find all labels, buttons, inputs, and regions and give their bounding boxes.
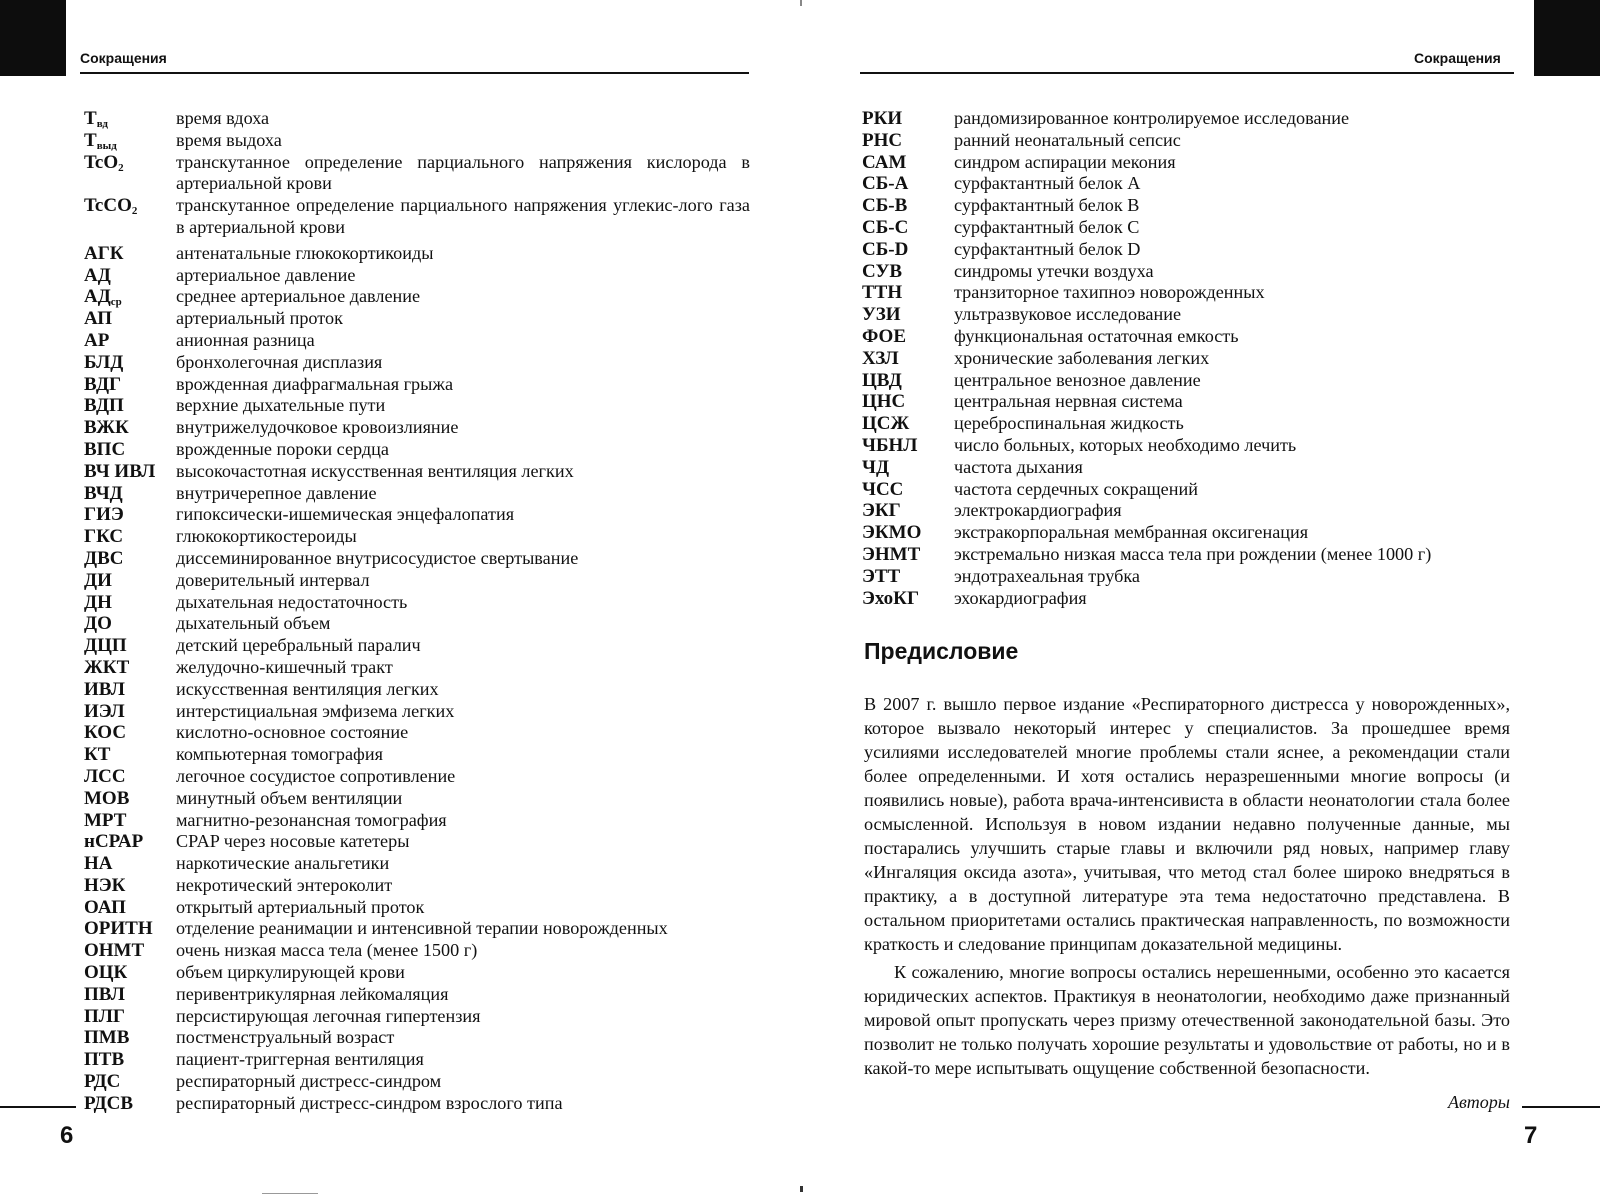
abbreviation-definition: число больных, которых необходимо лечить — [954, 434, 1297, 455]
abbreviation-term: ПТВ — [84, 1049, 125, 1071]
abbreviation-term: ЧД — [862, 456, 890, 478]
abbreviation-term: ЛСС — [84, 765, 126, 787]
abbreviation-row — [84, 330, 750, 352]
abbreviation-row — [84, 918, 750, 940]
abbreviation-term: $Т_{вд}$ — [84, 108, 108, 130]
abbreviation-definition: верхние дыхательные пути — [176, 395, 386, 416]
abbreviation-definition: глюкокортикостероиды — [176, 526, 357, 547]
abbreviation-term: АД — [84, 264, 111, 286]
abbreviation-definition: открытый артериальный проток — [176, 896, 425, 917]
abbreviation-definition: синдромы утечки воздуха — [954, 260, 1154, 281]
abbreviation-term: СУВ — [862, 260, 903, 282]
abbreviation-row — [862, 326, 1512, 348]
abbreviation-definition: компьютерная томография — [176, 744, 383, 765]
abbreviation-row — [84, 831, 750, 853]
abbreviation-row — [862, 544, 1512, 566]
abbreviation-row — [84, 722, 750, 744]
abbreviation-term: ЭКГ — [862, 500, 901, 522]
abbreviation-definition: интерстициальная эмфизема легких — [176, 700, 455, 721]
abbreviation-row — [84, 286, 750, 308]
abbreviation-row — [862, 130, 1512, 152]
abbreviation-row — [84, 592, 750, 614]
abbreviation-definition: эхокардиография — [954, 587, 1087, 608]
abbreviation-row — [862, 304, 1512, 326]
abbreviation-term: РКИ — [862, 108, 903, 129]
abbreviation-row — [84, 243, 750, 265]
abbreviation-row — [84, 417, 750, 439]
abbreviation-row — [862, 261, 1512, 283]
abbreviation-row — [84, 875, 750, 897]
abbreviation-term: нСРАР — [84, 831, 144, 853]
abbreviation-term: ТТН — [862, 282, 903, 304]
abbreviation-row — [84, 897, 750, 919]
abbreviation-row — [84, 108, 750, 130]
abbreviation-row — [862, 588, 1512, 610]
abbreviation-row — [84, 788, 750, 810]
abbreviation-term: ВДГ — [84, 373, 122, 395]
abbreviation-term: ЭНМТ — [862, 543, 921, 565]
abbreviation-definition: экстракорпоральная мембранная оксигенация — [954, 522, 1309, 543]
abbreviation-row — [84, 853, 750, 875]
abbreviation-definition: электрокардиография — [954, 500, 1122, 521]
abbreviation-row — [84, 679, 750, 701]
abbreviation-definition: транскутанное определение парциального напряжения углекис-лого газа в артериальной крови — [176, 195, 750, 237]
abbreviation-definition: время выдоха — [176, 129, 282, 150]
abbreviation-term: ОЦК — [84, 962, 128, 984]
preface-title: Предисловие — [864, 638, 1019, 664]
abbreviation-row — [84, 352, 750, 374]
abbreviation-term: ГКС — [84, 526, 124, 548]
abbreviation-row — [84, 962, 750, 984]
abbreviation-row — [84, 195, 750, 239]
abbreviation-row — [84, 308, 750, 330]
abbreviation-row — [862, 500, 1512, 522]
abbreviation-row — [84, 483, 750, 505]
abbreviation-term: САМ — [862, 151, 907, 173]
abbreviation-term: НЭК — [84, 874, 126, 896]
abbreviation-definition: некротический энтероколит — [176, 874, 393, 895]
abbreviation-row — [84, 635, 750, 657]
abbreviation-term: ЭКМО — [862, 522, 922, 544]
abbreviation-definition: дыхательная недостаточность — [176, 591, 408, 612]
abbreviation-definition: ультразвуковое исследование — [954, 304, 1182, 325]
abbreviation-term: СБ-С — [862, 216, 909, 238]
abbreviation-term: ЦВД — [862, 369, 902, 391]
abbreviation-term: ВЧ ИВЛ — [84, 460, 156, 482]
abbreviation-term: АП — [84, 308, 113, 330]
abbreviation-definition: дыхательный объем — [176, 613, 331, 634]
gutter-mark-bottom — [800, 1186, 803, 1192]
abbreviation-term: ЦСЖ — [862, 413, 910, 435]
left-header-rule — [80, 72, 749, 74]
abbreviation-definition: респираторный дистресс-синдром взрослого типа — [176, 1092, 563, 1113]
abbreviation-term: ВЖК — [84, 417, 129, 439]
abbreviation-row — [84, 374, 750, 396]
abbreviation-row — [84, 766, 750, 788]
abbreviation-term: УЗИ — [862, 304, 901, 326]
abbreviation-term: ОНМТ — [84, 940, 145, 962]
abbreviation-row — [862, 391, 1512, 413]
abbreviation-term: ПМВ — [84, 1027, 130, 1049]
preface-paragraph-1: В 2007 г. вышло первое издание «Респираторного дистресса у новорожденных», которое вызвало некоторый интерес у специалистов. За прошедшее время усилиями исследователей многие проблемы стали яснее, а рекомендации стали более определенными. И хотя остались неразрешенными многие вопросы (и появились новые), работа врача-интенсивиста в области неонатологии стала более осмысленной. Используя в новом издании недавно полученные данные, мы постарались улучшить старые главы и включили ряд новых, например главу «Ингаляция оксида азота», учитывая, что метод стал более широко внедряться в практику, а в доступной литературе эта тема недостаточно представлена. В остальном приоритетами остались практическая направленность, по возможности краткость и следование принципам доказательной медицины. — [864, 694, 1510, 954]
abbreviation-row — [84, 1071, 750, 1093]
abbreviation-definition: респираторный дистресс-синдром — [176, 1071, 442, 1092]
abbreviation-term: ДЦП — [84, 635, 127, 657]
abbreviation-term: ЭхоКГ — [862, 587, 920, 609]
abbreviation-term: СБ-D — [862, 238, 909, 260]
abbreviation-term: ДИ — [84, 569, 112, 591]
abbreviation-term: СБ-А — [862, 173, 909, 195]
abbreviation-row — [862, 522, 1512, 544]
abbreviation-definition: очень низкая масса тела (менее 1500 г) — [176, 940, 478, 961]
abbreviation-row — [862, 348, 1512, 370]
abbreviation-row — [84, 810, 750, 832]
abbreviation-definition: внутричерепное давление — [176, 482, 377, 503]
abbreviation-definition: гипоксически-ишемическая энцефалопатия — [176, 504, 515, 525]
abbreviation-definition: частота сердечных сокращений — [954, 478, 1198, 499]
abbreviation-definition: экстремально низкая масса тела при рождении (менее 1000 г) — [954, 543, 1432, 564]
left-thumb-tab — [0, 0, 66, 76]
abbreviation-row — [84, 657, 750, 679]
abbreviation-term: НА — [84, 853, 113, 875]
right-header-rule — [860, 72, 1514, 74]
abbreviation-definition: диссеминированное внутрисосудистое свертывание — [176, 547, 579, 568]
abbreviation-row — [84, 1093, 750, 1115]
left-abbreviation-list — [84, 108, 750, 1115]
abbreviation-row — [862, 152, 1512, 174]
abbreviation-term: ЭТТ — [862, 565, 901, 587]
abbreviation-term: $АД_{ср}$ — [84, 286, 122, 309]
abbreviation-term: ИВЛ — [84, 678, 125, 700]
abbreviation-term: ИЭЛ — [84, 700, 125, 722]
abbreviation-term: РДСВ — [84, 1092, 134, 1114]
abbreviation-row — [84, 461, 750, 483]
abbreviation-definition: цереброспинальная жидкость — [954, 413, 1184, 434]
abbreviation-row — [84, 1006, 750, 1028]
abbreviation-term: ДН — [84, 591, 112, 613]
abbreviation-row — [84, 940, 750, 962]
abbreviation-row — [84, 570, 750, 592]
left-page-number: 6 — [60, 1122, 74, 1149]
abbreviation-definition: перивентрикулярная лейкомаляция — [176, 983, 449, 1004]
abbreviation-definition: внутрижелудочковое кровоизлияние — [176, 417, 459, 438]
right-page-number: 7 — [1524, 1122, 1538, 1149]
abbreviation-term: ВДП — [84, 395, 124, 417]
left-footer-rule — [0, 1106, 76, 1108]
abbreviation-term: КТ — [84, 744, 111, 766]
abbreviation-definition: отделение реанимации и интенсивной терапии новорожденных — [176, 918, 668, 939]
abbreviation-term: БЛД — [84, 351, 124, 373]
abbreviation-row — [862, 413, 1512, 435]
abbreviation-definition: центральная нервная система — [954, 391, 1183, 412]
abbreviation-row — [84, 265, 750, 287]
abbreviation-term: ЧСС — [862, 478, 904, 500]
abbreviation-definition: сурфактантный белок В — [954, 195, 1140, 216]
abbreviation-term: ПЛГ — [84, 1005, 126, 1027]
abbreviation-definition: персистирующая легочная гипертензия — [176, 1005, 481, 1026]
abbreviation-definition: кислотно-основное состояние — [176, 722, 409, 743]
abbreviation-term: РНС — [862, 129, 903, 151]
abbreviation-row — [84, 395, 750, 417]
abbreviation-term: ОРИТН — [84, 918, 153, 940]
abbreviation-term: ЖКТ — [84, 656, 130, 678]
abbreviation-term: МРТ — [84, 809, 127, 831]
abbreviation-definition: среднее артериальное давление — [176, 286, 421, 307]
abbreviation-term: ВПС — [84, 438, 126, 460]
abbreviation-definition: пациент-триггерная вентиляция — [176, 1049, 424, 1070]
abbreviation-definition: наркотические анальгетики — [176, 853, 390, 874]
abbreviation-definition: сурфактантный белок С — [954, 216, 1140, 237]
abbreviation-term: АР — [84, 329, 110, 351]
right-running-title: Сокращения — [1414, 50, 1501, 66]
abbreviation-definition: детский церебральный паралич — [176, 635, 421, 656]
abbreviation-definition: артериальный проток — [176, 308, 343, 329]
abbreviation-row — [84, 526, 750, 548]
abbreviation-term: $Т_{выд}$ — [84, 129, 117, 152]
abbreviation-definition: анионная разница — [176, 329, 315, 350]
abbreviation-term: КОС — [84, 722, 127, 744]
abbreviation-definition: частота дыхания — [954, 456, 1083, 477]
abbreviation-row — [862, 457, 1512, 479]
abbreviation-definition: синдром аспирации мекония — [954, 151, 1176, 172]
preface-signature: Авторы — [1448, 1092, 1510, 1112]
abbreviation-row — [84, 548, 750, 570]
abbreviation-term: АГК — [84, 242, 124, 264]
abbreviation-definition: время вдоха — [176, 108, 270, 128]
abbreviation-row — [862, 370, 1512, 392]
abbreviation-row — [84, 152, 750, 196]
bottom-scan-line — [262, 1193, 318, 1194]
abbreviation-row — [862, 435, 1512, 457]
abbreviation-term: СБ-В — [862, 195, 908, 217]
abbreviation-definition: функциональная остаточная емкость — [954, 325, 1239, 346]
abbreviation-row — [84, 701, 750, 723]
abbreviation-row — [84, 504, 750, 526]
abbreviation-definition: транскутанное определение парциального напряжения кислорода в артериальной крови — [176, 151, 750, 194]
abbreviation-term: ЧБНЛ — [862, 434, 918, 456]
abbreviation-term: ОАП — [84, 896, 126, 918]
abbreviation-row — [84, 984, 750, 1006]
abbreviation-row — [84, 613, 750, 635]
abbreviation-definition: артериальное давление — [176, 264, 356, 285]
left-running-title: Сокращения — [80, 50, 167, 66]
abbreviation-row — [84, 744, 750, 766]
abbreviation-row — [862, 195, 1512, 217]
preface-body — [864, 692, 1510, 1080]
right-footer-rule — [1522, 1106, 1600, 1108]
abbreviation-row — [862, 479, 1512, 501]
abbreviation-definition: врожденные пороки сердца — [176, 438, 389, 459]
abbreviation-term: TcCO$_2$ — [84, 195, 138, 218]
abbreviation-term: ПВЛ — [84, 983, 125, 1005]
right-thumb-tab — [1534, 0, 1600, 76]
abbreviation-definition: рандомизированное контролируемое исследование — [954, 108, 1350, 128]
abbreviation-definition: минутный объем вентиляции — [176, 787, 403, 808]
abbreviation-row — [862, 217, 1512, 239]
gutter-mark-top — [800, 0, 802, 6]
abbreviation-definition: бронхолегочная дисплазия — [176, 351, 383, 372]
abbreviation-definition: искусственная вентиляция легких — [176, 678, 439, 699]
preface-paragraph-2: К сожалению, многие вопросы остались нерешенными, особенно это касается юридических аспектов. Практикуя в неонатологии, необходимо даже признанный мировой опыт пропускать через призму отечественной законодательной базы. Это позволит не только получать хорошие результаты и удовольствие от работы, но и в какой-то мере испытывать ощущение собственной безопасности. — [864, 962, 1510, 1078]
abbreviation-definition: желудочно-кишечный тракт — [176, 656, 393, 677]
abbreviation-definition: легочное сосудистое сопротивление — [176, 765, 456, 786]
abbreviation-definition: ранний неонатальный сепсис — [954, 129, 1181, 150]
abbreviation-row — [862, 239, 1512, 261]
abbreviation-term: TcO$_2$ — [84, 151, 124, 174]
abbreviation-definition: сурфактантный белок D — [954, 238, 1141, 259]
abbreviation-row — [84, 130, 750, 152]
abbreviation-term: ДВС — [84, 547, 124, 569]
abbreviation-definition: объем циркулирующей крови — [176, 962, 405, 983]
abbreviation-definition: сурфактантный белок А — [954, 173, 1141, 194]
abbreviation-term: ЦНС — [862, 391, 906, 413]
abbreviation-row — [84, 1049, 750, 1071]
abbreviation-definition: врожденная диафрагмальная грыжа — [176, 373, 454, 394]
abbreviation-term: ХЗЛ — [862, 347, 899, 369]
abbreviation-definition: доверительный интервал — [176, 569, 370, 590]
abbreviation-definition: центральное венозное давление — [954, 369, 1201, 390]
abbreviation-term: ФОЕ — [862, 325, 907, 347]
right-abbreviation-list — [862, 108, 1512, 609]
abbreviation-definition: хронические заболевания легких — [954, 347, 1210, 368]
abbreviation-definition: магнитно-резонансная томография — [176, 809, 447, 830]
abbreviation-term: РДС — [84, 1071, 121, 1093]
abbreviation-row — [862, 108, 1512, 130]
abbreviation-definition: антенатальные глюкокортикоиды — [176, 242, 434, 263]
abbreviation-definition: постменструальный возраст — [176, 1027, 395, 1048]
abbreviation-definition: транзиторное тахипноэ новорожденных — [954, 282, 1265, 303]
abbreviation-row — [862, 282, 1512, 304]
abbreviation-row — [862, 566, 1512, 588]
abbreviation-row — [84, 1027, 750, 1049]
abbreviation-term: ДО — [84, 613, 112, 635]
abbreviation-term: ВЧД — [84, 482, 123, 504]
abbreviation-row — [862, 173, 1512, 195]
abbreviation-term: ГИЭ — [84, 504, 124, 526]
abbreviation-definition: высокочастотная искусственная вентиляция легких — [176, 460, 574, 481]
abbreviation-term: МОВ — [84, 787, 130, 809]
abbreviation-row — [84, 439, 750, 461]
abbreviation-definition: CPAP через носовые катетеры — [176, 831, 410, 852]
abbreviation-definition: эндотрахеальная трубка — [954, 565, 1141, 586]
